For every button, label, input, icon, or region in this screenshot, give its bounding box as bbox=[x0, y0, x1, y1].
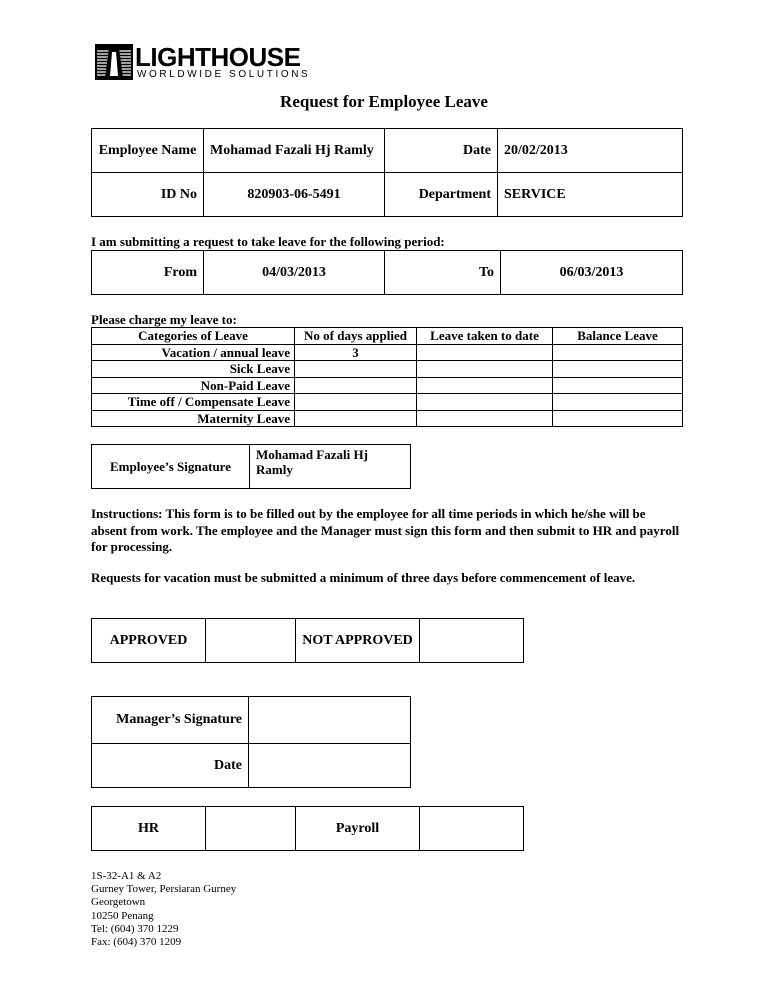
address-line: Tel: (604) 370 1229 bbox=[91, 922, 179, 935]
date-label: Date bbox=[385, 129, 498, 173]
category-label: Non-Paid Leave bbox=[92, 377, 295, 394]
days-applied-cell[interactable] bbox=[295, 410, 417, 427]
form-title: Request for Employee Leave bbox=[280, 92, 488, 111]
date-field[interactable]: 20/02/2013 bbox=[498, 129, 683, 173]
address-line: Georgetown bbox=[91, 896, 146, 909]
employee-info-table bbox=[91, 128, 683, 217]
table-row bbox=[92, 377, 683, 394]
from-label: From bbox=[92, 251, 204, 295]
company-logo bbox=[95, 44, 315, 84]
vacation-note: Requests for vacation must be submitted a minimum of three days before commencement of leave. bbox=[91, 570, 636, 585]
id-field[interactable]: 820903-06-5491 bbox=[204, 173, 385, 217]
manager-table bbox=[91, 696, 411, 788]
hr-label: HR bbox=[92, 807, 206, 851]
column-header: Categories of Leave bbox=[92, 328, 295, 345]
days-applied-cell[interactable]: 3 bbox=[295, 344, 417, 361]
address-line: 1S-32-A1 & A2 bbox=[91, 870, 162, 882]
from-date-field[interactable]: 04/03/2013 bbox=[204, 251, 385, 295]
manager-signature-label: Manager’s Signature bbox=[92, 697, 249, 744]
not-approved-checkbox[interactable] bbox=[420, 619, 524, 663]
days-applied-cell[interactable] bbox=[295, 377, 417, 394]
days-applied-cell[interactable] bbox=[295, 394, 417, 411]
table-header-row bbox=[92, 328, 683, 345]
logo-name: LIGHTHOUSE bbox=[135, 42, 301, 72]
not-approved-label: NOT APPROVED bbox=[296, 619, 420, 663]
company-address bbox=[91, 870, 236, 949]
category-label: Sick Leave bbox=[92, 361, 295, 378]
charge-intro: Please charge my leave to: bbox=[91, 312, 237, 327]
processing-table bbox=[91, 806, 524, 851]
lighthouse-logo-icon bbox=[95, 44, 133, 80]
column-header: Balance Leave bbox=[553, 328, 683, 345]
category-label: Maternity Leave bbox=[92, 410, 295, 427]
department-label: Department bbox=[385, 173, 498, 217]
balance-cell[interactable] bbox=[553, 344, 683, 361]
column-header: Leave taken to date bbox=[417, 328, 553, 345]
logo-subtitle: WORLDWIDE SOLUTIONS bbox=[137, 69, 311, 80]
employee-signature-table bbox=[91, 444, 411, 489]
payroll-field[interactable] bbox=[420, 807, 524, 851]
table-row bbox=[92, 410, 683, 427]
leave-categories-table bbox=[91, 327, 683, 427]
table-row bbox=[92, 394, 683, 411]
table-row bbox=[92, 361, 683, 378]
manager-date-field[interactable] bbox=[249, 744, 411, 788]
approved-checkbox[interactable] bbox=[206, 619, 296, 663]
leave-taken-cell[interactable] bbox=[417, 361, 553, 378]
payroll-label: Payroll bbox=[296, 807, 420, 851]
balance-cell[interactable] bbox=[553, 377, 683, 394]
leave-taken-cell[interactable] bbox=[417, 377, 553, 394]
leave-taken-cell[interactable] bbox=[417, 344, 553, 361]
address-line: 10250 Penang bbox=[91, 909, 154, 922]
id-label: ID No bbox=[92, 173, 204, 217]
period-table bbox=[91, 250, 683, 295]
manager-signature-field[interactable] bbox=[249, 697, 411, 744]
instructions-text: Instructions: This form is to be filled out by the employee for all time periods in which he/she will be absent from work. The employee and the Manager must sign this form and then submit to HR and payroll for processing. bbox=[91, 506, 680, 554]
leave-taken-cell[interactable] bbox=[417, 394, 553, 411]
address-line: Gurney Tower, Persiaran Gurney bbox=[91, 883, 237, 896]
to-label: To bbox=[385, 251, 501, 295]
balance-cell[interactable] bbox=[553, 410, 683, 427]
approved-label: APPROVED bbox=[92, 619, 206, 663]
manager-date-label: Date bbox=[92, 744, 249, 788]
address-line: Fax: (604) 370 1209 bbox=[91, 936, 182, 949]
to-date-field[interactable]: 06/03/2013 bbox=[501, 251, 683, 295]
period-intro: I am submitting a request to take leave for the following period: bbox=[91, 234, 445, 249]
department-field[interactable]: SERVICE bbox=[498, 173, 683, 217]
hr-field[interactable] bbox=[206, 807, 296, 851]
table-row bbox=[92, 344, 683, 361]
approval-table bbox=[91, 618, 524, 663]
employee-signature-field[interactable]: Mohamad Fazali Hj Ramly bbox=[250, 445, 411, 489]
days-applied-cell[interactable] bbox=[295, 361, 417, 378]
category-label: Time off / Compensate Leave bbox=[92, 394, 295, 411]
leave-taken-cell[interactable] bbox=[417, 410, 553, 427]
employee-signature-label: Employee’s Signature bbox=[92, 445, 250, 489]
column-header: No of days applied bbox=[295, 328, 417, 345]
employee-name-field[interactable]: Mohamad Fazali Hj Ramly bbox=[204, 129, 385, 173]
balance-cell[interactable] bbox=[553, 394, 683, 411]
balance-cell[interactable] bbox=[553, 361, 683, 378]
employee-name-label: Employee Name bbox=[92, 129, 204, 173]
category-label: Vacation / annual leave bbox=[92, 344, 295, 361]
